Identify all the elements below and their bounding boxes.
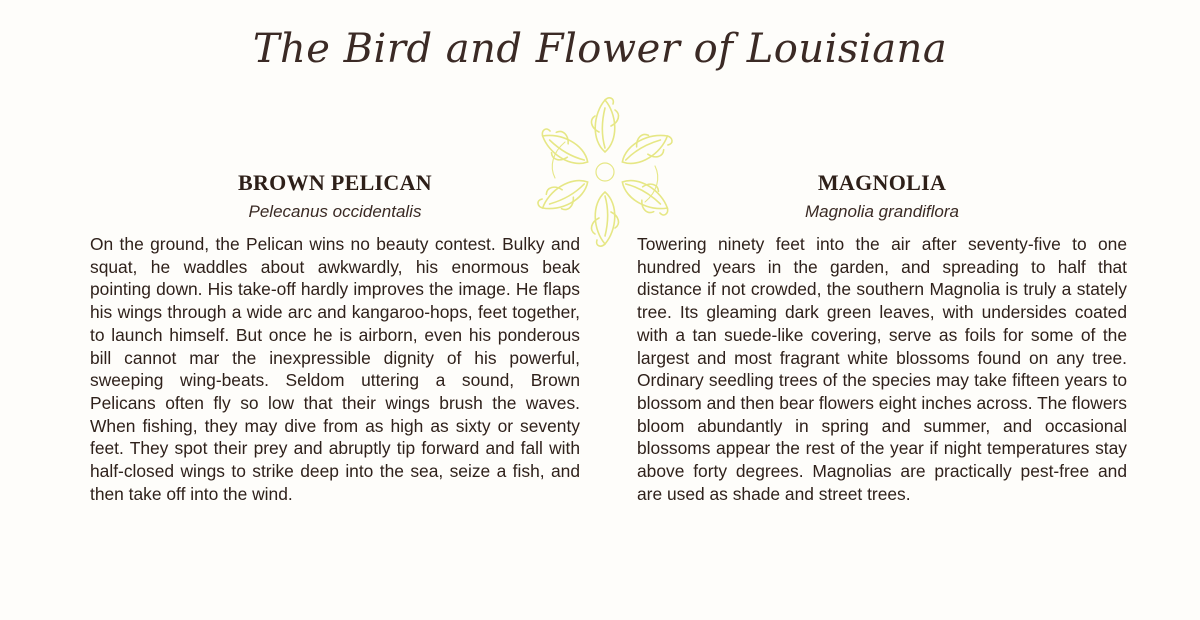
page-title: The Bird and Flower of Louisiana: [252, 26, 948, 72]
bird-name: BROWN PELICAN: [238, 170, 432, 195]
flower-name: MAGNOLIA: [817, 170, 947, 195]
bird-section: [90, 170, 580, 505]
bird-description: On the ground, the Pelican wins no beauty contest. Bulky and squat, he waddles about awkwardly, his enormous beak pointing down. His take-off hardly improves the image. He flaps his wings through a wide arc and kangaroo-hops, feet together, to launch himself. But once he is airborn, even his ponderous bill cannot mar the inexpressible dignity of his powerful, sweeping wing-beats. Seldom uttering a sound, Brown Pelicans often fly so low that their wings brush the waves. When fishing, they may dive from as high as sixty or seventy feet. They spot their prey and abruptly tip forward and fall with half-closed wings to strike deep into the sea, seize a fish, and then take off into the wind.: [90, 234, 580, 504]
flower-section: [637, 170, 1127, 505]
flower-latin-name: Magnolia grandiflora: [804, 202, 960, 221]
bird-latin-name: Pelecanus occidentalis: [248, 202, 422, 221]
flower-description: Towering ninety feet into the air after seventy-five to one hundred years in the garden, and spreading to half that distance if not crowded, the southern Magnolia is truly a stately tree. Its gleaming dark green leaves, with undersides coated with a tan suede-like covering, serve as foils for some of the largest and most fragrant white blossoms found on any tree. Ordinary seedling trees of the species may take fifteen years to blossom and then bear flowers eight inches across. The flowers bloom abundantly in spring and summer, and occasional blossoms appear the rest of the year if night temperatures stay above forty degrees. Magnolias are practically pest-free and are used as shade and street trees.: [637, 234, 1127, 504]
